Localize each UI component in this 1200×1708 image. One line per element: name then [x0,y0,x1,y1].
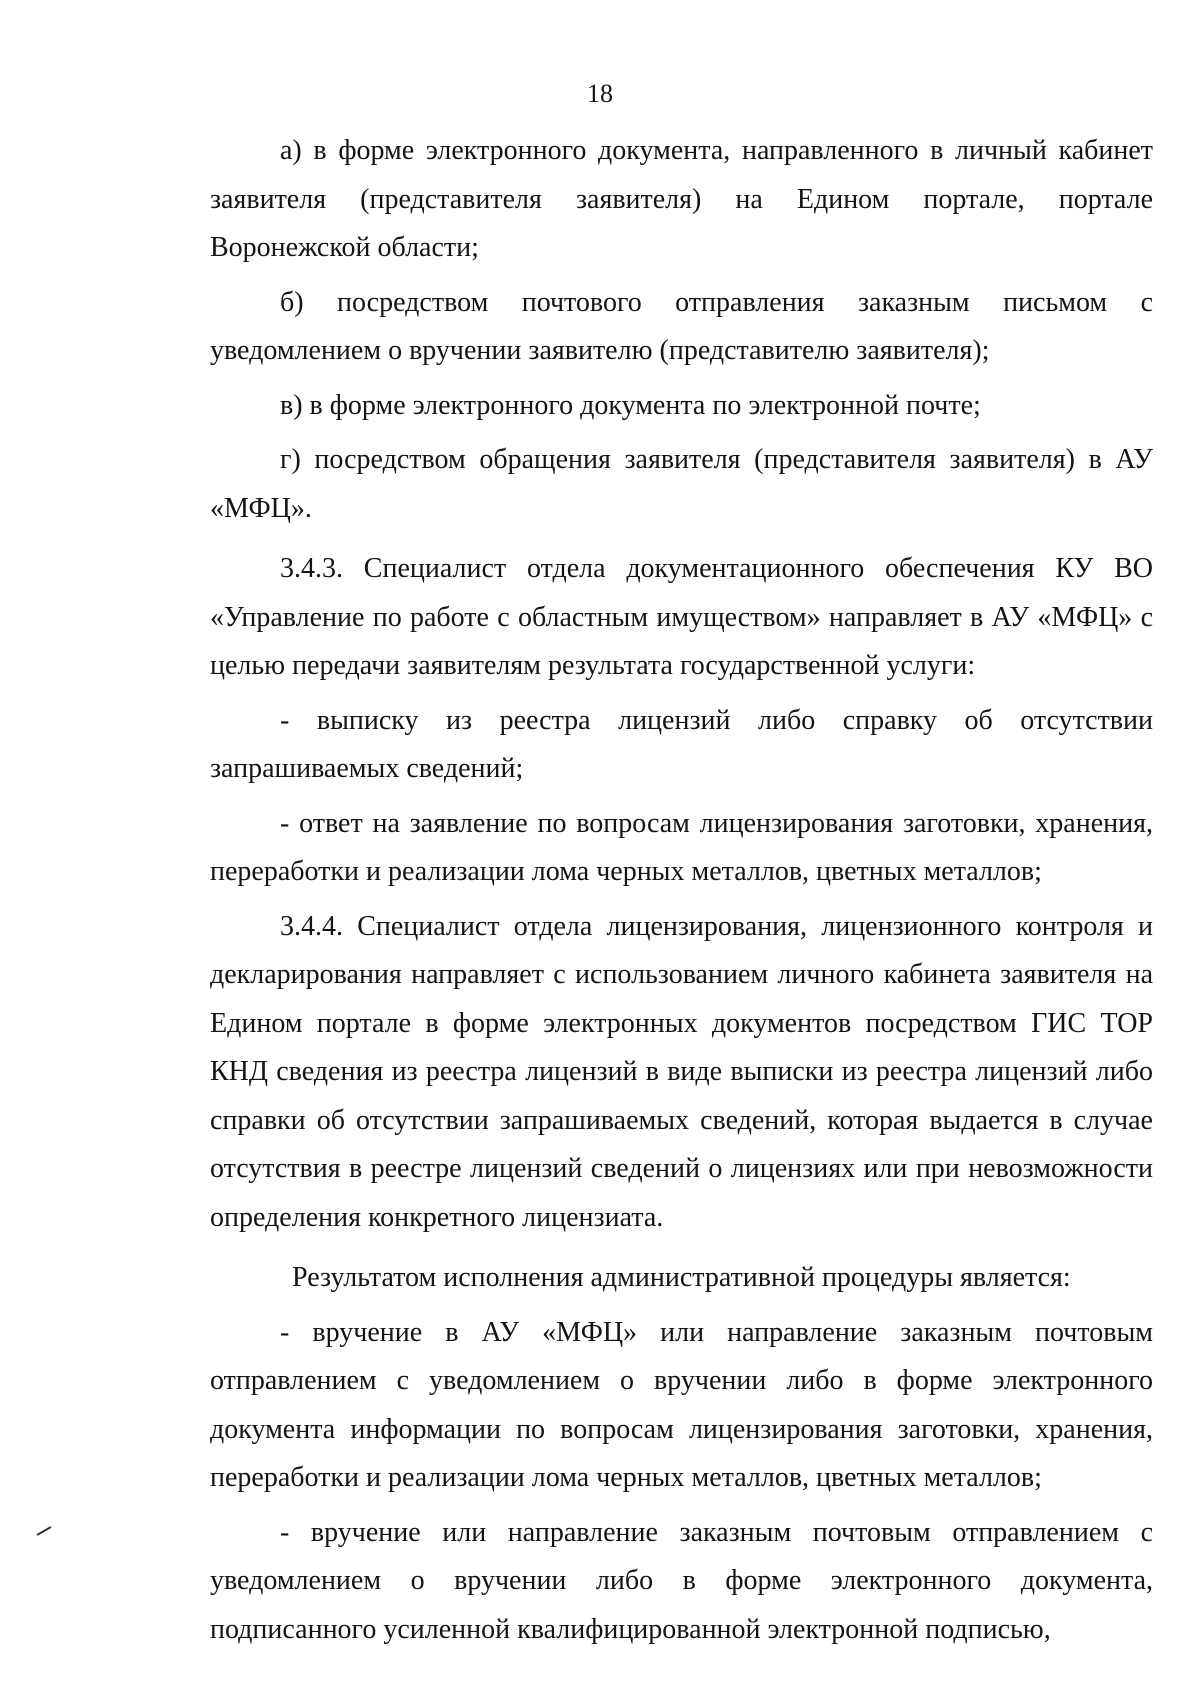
paragraph-delivery-option-a: а) в форме электронного документа, направленного в личный кабинет заявителя (представителя заявителя) на Едином портале, портале Воронежской области; [210,135,1153,263]
paragraph-clause-3-4-3: 3.4.3. Специалист отдела документационного обеспечения КУ ВО «Управление по работе с областным имуществом» направляет в АУ «МФЦ» с целью передачи заявителям результата государственной услуги: [210,553,1153,681]
document-body [210,127,1153,1654]
paragraph-delivery-option-v: в) в форме электронного документа по электронной почте; [280,389,981,421]
paragraph-delivery-option-b: б) посредством почтового отправления заказным письмом с уведомлением о вручении заявителю (представителю заявителя); [210,286,1153,366]
paragraph-procedure-result: Результатом исполнения административной процедуры является: [292,1262,1071,1293]
page-number: 18 [587,79,613,108]
paragraph-result-item-1: - вручение в АУ «МФЦ» или направление заказным почтовым отправлением с уведомлением о вручении либо в форме электронного документа информации по вопросам лицензирования заготовки, хранения, переработки и реализации лома черных металлов, цветных металлов; [210,1316,1153,1493]
paragraph-delivery-option-g: г) посредством обращения заявителя (представителя заявителя) в АУ «МФЦ». [210,444,1153,524]
paragraph-list-item-extract: - выписку из реестра лицензий либо справку об отсутствии запрашиваемых сведений; [210,704,1153,784]
paragraph-result-item-2: - вручение или направление заказным почтовым отправлением с уведомлением о вручении либо в форме электронного документа, подписанного усиленной квалифицированной электронной подписью, [210,1516,1153,1645]
paragraph-list-item-answer: - ответ на заявление по вопросам лицензирования заготовки, хранения, переработки и реализации лома черных металлов, цветных металлов; [210,807,1153,887]
paragraph-clause-3-4-4: 3.4.4. Специалист отдела лицензирования, лицензионного контроля и декларирования направляет с использованием личного кабинета заявителя на Едином портале в форме электронных документов посредством ГИС ТОР КНД сведения из реестра лицензий в виде выписки из реестра лицензий либо справки об отсутствии запрашиваемых сведений, которая выдается в случае отсутствия в реестре лицензий сведений о лицензиях или при невозможности определения конкретного лицензиата. [210,910,1153,1233]
margin-pen-mark [37,1526,52,1536]
